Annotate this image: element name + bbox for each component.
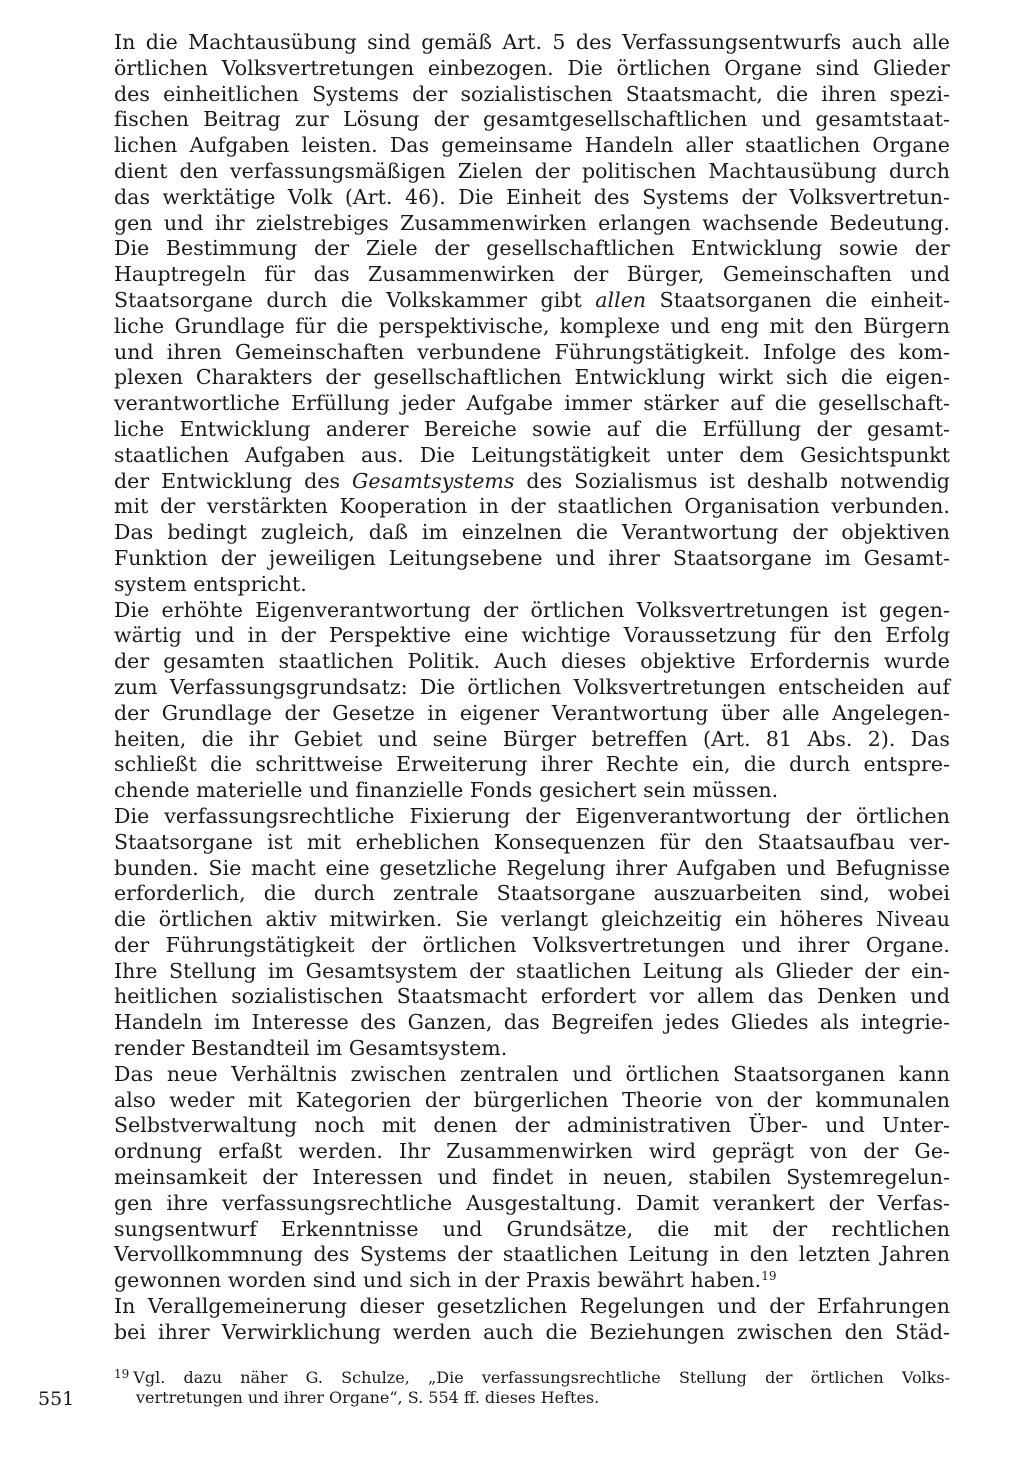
- text-line: gen ihre verfassungsrechtliche Ausgestaltung. Damit verankert der Verfas-: [114, 1190, 950, 1215]
- text-line: sungsentwurf Erkenntnisse und Grundsätze, die mit der rechtlichen: [114, 1216, 950, 1241]
- text-line: zum Verfassungsgrundsatz: Die örtlichen Volksvertretungen entscheiden auf: [114, 674, 950, 699]
- text-line: dient den verfassungsmäßigen Zielen der politischen Machtausübung durch: [114, 158, 950, 183]
- paragraph: [114, 30, 950, 598]
- footnote-text: Vgl. dazu näher G. Schulze, „Die verfassungsrechtliche Stellung der örtlichen Volks-: [133, 1368, 950, 1387]
- emphasized-word: Gesamtsystems: [351, 468, 515, 493]
- text-line: Staatsorgane durch die Volkskammer gibt allen Staatsorganen die einheit-: [114, 287, 950, 312]
- text-line: verantwortliche Erfüllung jeder Aufgabe immer stärker auf die gesellschaft-: [114, 391, 950, 416]
- text-line: Die verfassungsrechtliche Fixierung der Eigenverantwortung der örtlichen: [114, 803, 950, 828]
- text-line: Vervollkommnung des Systems der staatlichen Leitung in den letzten Jahren: [114, 1242, 950, 1267]
- text-line: also weder mit Kategorien der bürgerlichen Theorie von der kommunalen: [114, 1087, 950, 1112]
- text-line: gen und ihr zielstrebiges Zusammenwirken erlangen wachsende Bedeutung.: [114, 210, 950, 235]
- text-line: erforderlich, die durch zentrale Staatsorgane auszuarbeiten sind, wobei: [114, 881, 950, 906]
- text-line: Das bedingt zugleich, daß im einzelnen die Verantwortung der objektiven: [114, 520, 950, 545]
- emphasized-word: allen: [595, 287, 647, 312]
- text-line: mit der verstärkten Kooperation in der staatlichen Organisation verbunden.: [114, 494, 950, 519]
- text-line: und ihren Gemeinschaften verbundene Führungstätigkeit. Infolge des kom-: [114, 339, 950, 364]
- footnote-number: 19: [114, 1367, 130, 1381]
- text-line: In die Machtausübung sind gemäß Art. 5 des Verfassungsentwurfs auch alle: [114, 30, 950, 54]
- text-line: der Führungstätigkeit der örtlichen Volksvertretungen und ihrer Organe.: [114, 932, 950, 957]
- text-line: heitlichen sozialistischen Staatsmacht erfordert vor allem das Denken und: [114, 984, 950, 1009]
- text-line: der gesamten staatlichen Politik. Auch dieses objektive Erfordernis wurde: [114, 649, 950, 674]
- text-line: chende materielle und finanzielle Fonds gesichert sein müssen.: [114, 778, 779, 803]
- text-line: liche Grundlage für die perspektivische, komplexe und eng mit den Bürgern: [114, 313, 950, 338]
- text-line: Handeln im Interesse des Ganzen, das Begreifen jedes Gliedes als integrie-: [114, 1010, 950, 1035]
- paragraph: [114, 1294, 950, 1346]
- text-line: der Grundlage der Gesetze in eigener Verantwortung über alle Angelegen-: [114, 700, 950, 725]
- text-line: Staatsorgane ist mit erheblichen Konsequenzen für den Staatsaufbau ver-: [114, 829, 950, 854]
- paragraph: [114, 598, 950, 804]
- text-line: Das neue Verhältnis zwischen zentralen und örtlichen Staatsorganen kann: [114, 1061, 950, 1086]
- text-line: Hauptregeln für das Zusammenwirken der Bürger, Gemeinschaften und: [114, 262, 950, 287]
- text-line: staatlichen Aufgaben aus. Die Leitungstätigkeit unter dem Gesichtspunkt: [114, 442, 950, 467]
- text-line: Funktion der jeweiligen Leitungsebene und ihrer Staatsorgane im Gesamt-: [114, 545, 950, 570]
- text-line: Die erhöhte Eigenverantwortung der örtlichen Volksvertretungen ist gegen-: [114, 597, 950, 622]
- text-line: bunden. Sie macht eine gesetzliche Regelung ihrer Aufgaben und Befugnisse: [114, 855, 950, 880]
- text-line: plexen Charakters der gesellschaftlichen Entwicklung wirkt sich die eigen-: [114, 365, 950, 390]
- text-line: meinsamkeit der Interessen und findet in neuen, stabilen Systemregelun-: [114, 1165, 950, 1190]
- paragraph: [114, 1062, 950, 1294]
- text-line: fischen Beitrag zur Lösung der gesamtgesellschaftlichen und gesamtstaat-: [114, 107, 950, 132]
- text-line: Selbstverwaltung noch mit denen der administrativen Über- und Unter-: [114, 1113, 950, 1138]
- text-line: des einheitlichen Systems der sozialistischen Staatsmacht, die ihren spezi-: [114, 81, 950, 106]
- text-line: wärtig und in der Perspektive eine wichtige Voraussetzung für den Erfolg: [114, 623, 950, 648]
- paragraph: [114, 804, 950, 1062]
- text-line: heiten, die ihr Gebiet und seine Bürger betreffen (Art. 81 Abs. 2). Das: [114, 726, 950, 751]
- footnote-line: vertretungen und ihrer Organe“, S. 554 ff. dieses Heftes.: [136, 1388, 600, 1407]
- footnote-reference[interactable]: 19: [761, 1269, 777, 1284]
- footnote-line: [114, 1362, 950, 1386]
- text-line: [114, 1268, 950, 1294]
- text-line: bei ihrer Verwirklichung werden auch die Beziehungen zwischen den Städ-: [114, 1319, 950, 1344]
- text-line: In Verallgemeinerung dieser gesetzlichen Regelungen und der Erfahrungen: [114, 1294, 950, 1319]
- text-line: Die Bestimmung der Ziele der gesellschaftlichen Entwicklung sowie der: [114, 236, 950, 261]
- page-number: 551: [38, 1388, 75, 1410]
- body-text: [114, 30, 950, 1346]
- text-line: Ihre Stellung im Gesamtsystem der staatlichen Leitung als Glieder der ein-: [114, 958, 950, 983]
- text-line: das werktätige Volk (Art. 46). Die Einheit des Systems der Volksvertretun-: [114, 184, 950, 209]
- text-line: die örtlichen aktiv mitwirken. Sie verlangt gleichzeitig ein höheres Niveau: [114, 907, 950, 932]
- text-line: der Entwicklung des Gesamtsystems des Sozialismus ist deshalb notwendig: [114, 468, 950, 493]
- text-line: örtlichen Volksvertretungen einbezogen. Die örtlichen Organe sind Glieder: [114, 55, 950, 80]
- text-line: ordnung erfaßt werden. Ihr Zusammenwirken wird geprägt von der Ge-: [114, 1139, 950, 1164]
- text-line-content: gewonnen worden sind und sich in der Praxis bewährt haben.: [114, 1268, 762, 1293]
- text-line: render Bestandteil im Gesamtsystem.: [114, 1036, 508, 1061]
- text-line: liche Entwicklung anderer Bereiche sowie auf die Erfüllung der gesamt-: [114, 416, 950, 441]
- footnotes: [114, 1362, 950, 1410]
- text-line: system entspricht.: [114, 571, 307, 596]
- text-line: lichen Aufgaben leisten. Das gemeinsame Handeln aller staatlichen Organe: [114, 133, 950, 158]
- text-line: schließt die schrittweise Erweiterung ihrer Rechte ein, die durch entspre-: [114, 752, 950, 777]
